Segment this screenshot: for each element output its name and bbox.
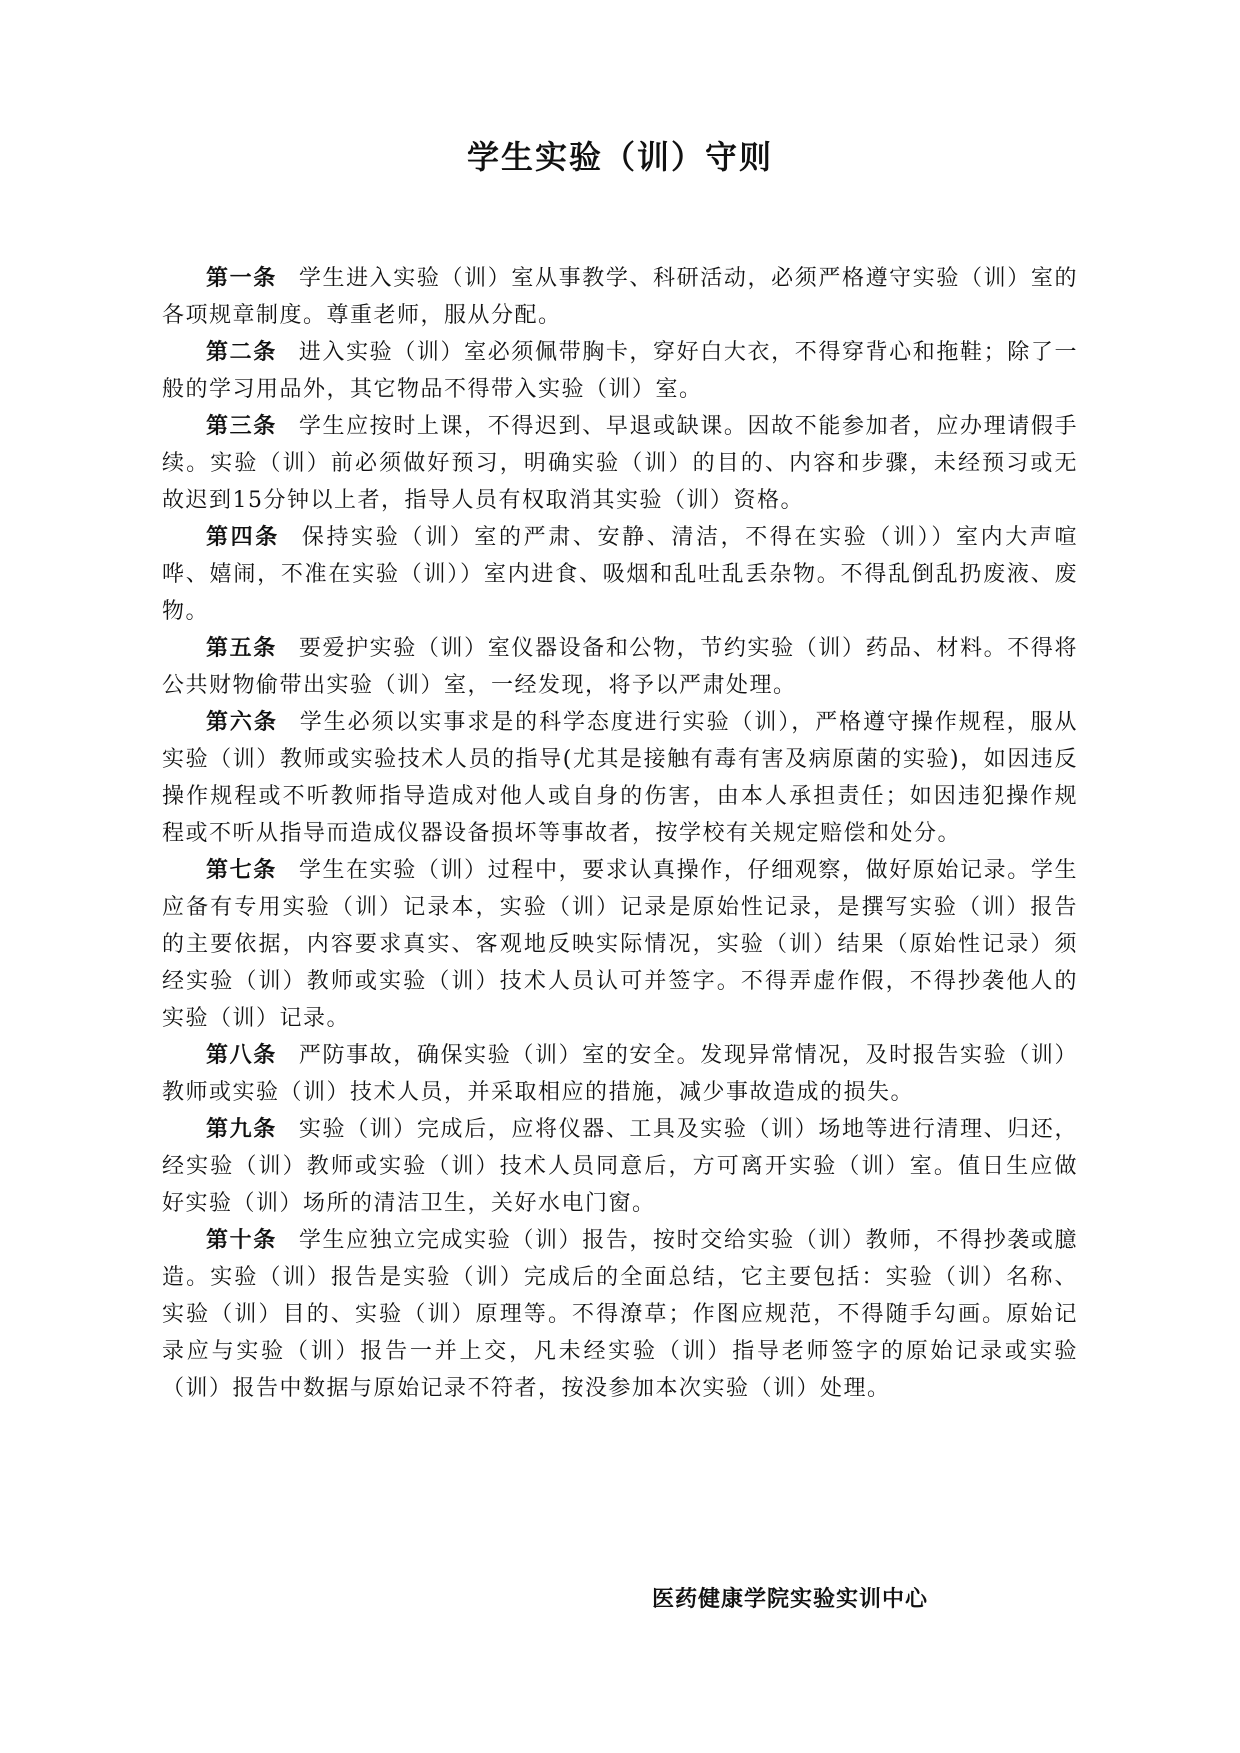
article-text: 学生进入实验（训）室从事教学、科研活动，必须严格遵守实验（训）室的各项规章制度。尊重老师，服从分配。 — [162, 266, 1078, 328]
article-2 — [162, 334, 1078, 408]
article-8 — [162, 1037, 1078, 1111]
signature: 医药健康学院实验实训中心 — [652, 1586, 929, 1612]
article-label: 第八条 — [206, 1042, 277, 1068]
article-text: 学生应独立完成实验（训）报告，按时交给实验（训）教师，不得抄袭或臆造。实验（训）报告是实验（训）完成后的全面总结，它主要包括：实验（训）名称、实验（训）目的、实验（训）原理等。不得潦草；作图应规范，不得随手勾画。原始记录应与实验（训）报告一并上交，凡未经实验（训）指导老师签字的原始记录或实验（训）报告中数据与原始记录不符者，按没参加本次实验（训）处理。 — [162, 1228, 1078, 1401]
article-7 — [162, 852, 1078, 1037]
article-9 — [162, 1111, 1078, 1222]
article-4 — [162, 519, 1078, 630]
article-text: 学生在实验（训）过程中，要求认真操作，仔细观察，做好原始记录。学生应备有专用实验（训）记录本，实验（训）记录是原始性记录，是撰写实验（训）报告的主要依据，内容要求真实、客观地反映实际情况，实验（训）结果（原始性记录）须经实验（训）教师或实验（训）技术人员认可并签字。不得弄虚作假，不得抄袭他人的实验（训）记录。 — [162, 858, 1078, 1031]
article-label: 第六条 — [206, 709, 278, 735]
article-label: 第九条 — [206, 1116, 277, 1142]
article-text: 学生应按时上课，不得迟到、早退或缺课。因故不能参加者，应办理请假手续。实验（训）前必须做好预习，明确实验（训）的目的、内容和步骤，未经预习或无故迟到15分钟以上者，指导人员有权取消其实验（训）资格。 — [162, 414, 1078, 513]
article-text: 学生必须以实事求是的科学态度进行实验（训），严格遵守操作规程，服从实验（训）教师或实验技术人员的指导(尤其是接触有毒有害及病原菌的实验)，如因违反操作规程或不听教师指导造成对他人或自身的伤害，由本人承担责任；如因违犯操作规程或不听从指导而造成仪器设备损坏等事故者，按学校有关规定赔偿和处分。 — [162, 710, 1078, 846]
article-label: 第二条 — [206, 339, 277, 365]
article-3 — [162, 408, 1078, 519]
article-text: 要爱护实验（训）室仪器设备和公物，节约实验（训）药品、材料。不得将公共财物偷带出实验（训）室，一经发现，将予以严肃处理。 — [162, 636, 1078, 698]
article-5 — [162, 630, 1078, 704]
article-label: 第五条 — [206, 635, 277, 661]
page-title: 学生实验（训）守则 — [466, 138, 773, 176]
article-text: 严防事故，确保实验（训）室的安全。发现异常情况，及时报告实验（训）教师或实验（训）技术人员，并采取相应的措施，减少事故造成的损失。 — [162, 1043, 1078, 1105]
article-1 — [162, 260, 1078, 334]
article-label: 第四条 — [206, 524, 280, 550]
article-text: 实验（训）完成后，应将仪器、工具及实验（训）场地等进行清理、归还，经实验（训）教师或实验（训）技术人员同意后，方可离开实验（训）室。值日生应做好实验（训）场所的清洁卫生，关好水电门窗。 — [162, 1117, 1078, 1216]
article-text: 进入实验（训）室必须佩带胸卡，穿好白大衣，不得穿背心和拖鞋；除了一般的学习用品外，其它物品不得带入实验（训）室。 — [162, 340, 1078, 402]
article-list — [162, 260, 1078, 1407]
article-6 — [162, 704, 1078, 852]
article-text: 保持实验（训）室的严肃、安静、清洁，不得在实验（训））室内大声喧哗、嬉闹，不准在实验（训））室内进食、吸烟和乱吐乱丢杂物。不得乱倒乱扔废液、废物。 — [162, 525, 1078, 624]
article-label: 第十条 — [206, 1227, 277, 1253]
article-label: 第一条 — [206, 265, 277, 291]
article-label: 第三条 — [206, 413, 277, 439]
article-10 — [162, 1222, 1078, 1407]
article-label: 第七条 — [206, 857, 277, 883]
